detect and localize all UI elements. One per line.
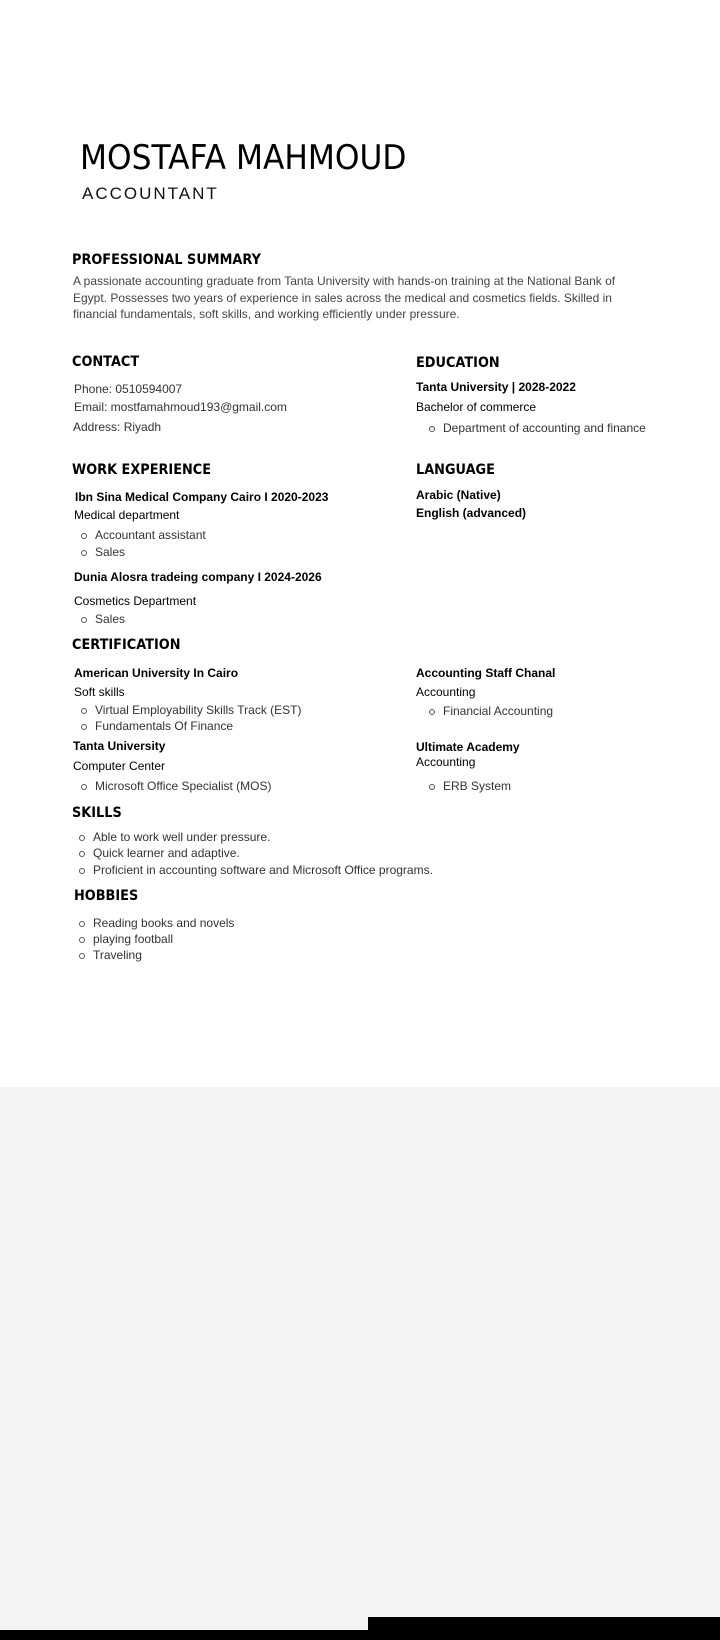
- summary-text: A passionate accounting graduate from Tanta University with hands-on training at the National Bank of Egypt. Possesses two years of experience in sales across the medical and cosmetics fields. Skilled in financial fundamentals, soft skills, and working efficiently under pressure.: [73, 274, 616, 321]
- work-heading: WORK EXPERIENCE: [72, 462, 212, 478]
- job-department: Medical department: [74, 508, 180, 522]
- skill-item: Able to work well under pressure.: [73, 830, 270, 844]
- cert-item: Financial Accounting: [423, 704, 553, 718]
- education-heading: EDUCATION: [416, 355, 500, 371]
- job-item: Sales: [75, 545, 125, 559]
- job-company: Ibn Sina Medical Company Cairo I 2020-2023: [75, 490, 329, 504]
- language-item: English (advanced): [416, 506, 527, 520]
- hobby-item: Traveling: [73, 948, 142, 962]
- contact-address: Address: Riyadh: [73, 420, 162, 434]
- cert-org: Tanta University: [73, 739, 166, 753]
- job-item: Sales: [75, 612, 125, 626]
- job-department: Cosmetics Department: [74, 594, 197, 608]
- contact-email: Email: mostfamahmoud193@gmail.com: [74, 400, 287, 414]
- cert-subtitle: Accounting: [416, 685, 476, 699]
- bottom-bar-tab: [368, 1617, 720, 1640]
- bottom-bar: [0, 1630, 368, 1640]
- contact-phone: Phone: 0510594007: [74, 382, 183, 396]
- education-degree: Bachelor of commerce: [416, 400, 537, 414]
- cert-item: Microsoft Office Specialist (MOS): [75, 779, 271, 793]
- candidate-title: ACCOUNTANT: [82, 184, 219, 203]
- cert-org: American University In Cairo: [74, 666, 239, 680]
- hobbies-heading: HOBBIES: [74, 888, 139, 904]
- education-item: Department of accounting and finance: [423, 421, 646, 435]
- job-item: Accountant assistant: [75, 528, 206, 542]
- cert-item: ERB System: [423, 779, 511, 793]
- cert-subtitle: Computer Center: [73, 759, 166, 773]
- language-item: Arabic (Native): [416, 488, 501, 502]
- cert-item: Virtual Employability Skills Track (EST): [75, 703, 302, 717]
- skills-heading: SKILLS: [72, 805, 122, 821]
- language-heading: LANGUAGE: [416, 462, 495, 478]
- contact-heading: CONTACT: [72, 354, 140, 370]
- cert-org: Ultimate Academy: [416, 740, 520, 754]
- cert-item: Fundamentals Of Finance: [75, 719, 233, 733]
- certification-heading: CERTIFICATION: [72, 637, 181, 653]
- cert-org: Accounting Staff Chanal: [416, 666, 556, 680]
- summary-heading: PROFESSIONAL SUMMARY: [72, 252, 261, 268]
- education-school: Tanta University | 2028-2022: [416, 380, 576, 394]
- candidate-name: MOSTAFA MAHMOUD: [80, 138, 407, 178]
- skill-item: Quick learner and adaptive.: [73, 846, 240, 860]
- job-company: Dunia Alosra tradeing company I 2024-2026: [74, 570, 322, 584]
- cert-subtitle: Accounting: [416, 755, 476, 769]
- hobby-item: playing football: [73, 932, 173, 946]
- cert-subtitle: Soft skills: [74, 685, 125, 699]
- skill-item: Proficient in accounting software and Microsoft Office programs.: [73, 863, 433, 877]
- hobby-item: Reading books and novels: [73, 916, 234, 930]
